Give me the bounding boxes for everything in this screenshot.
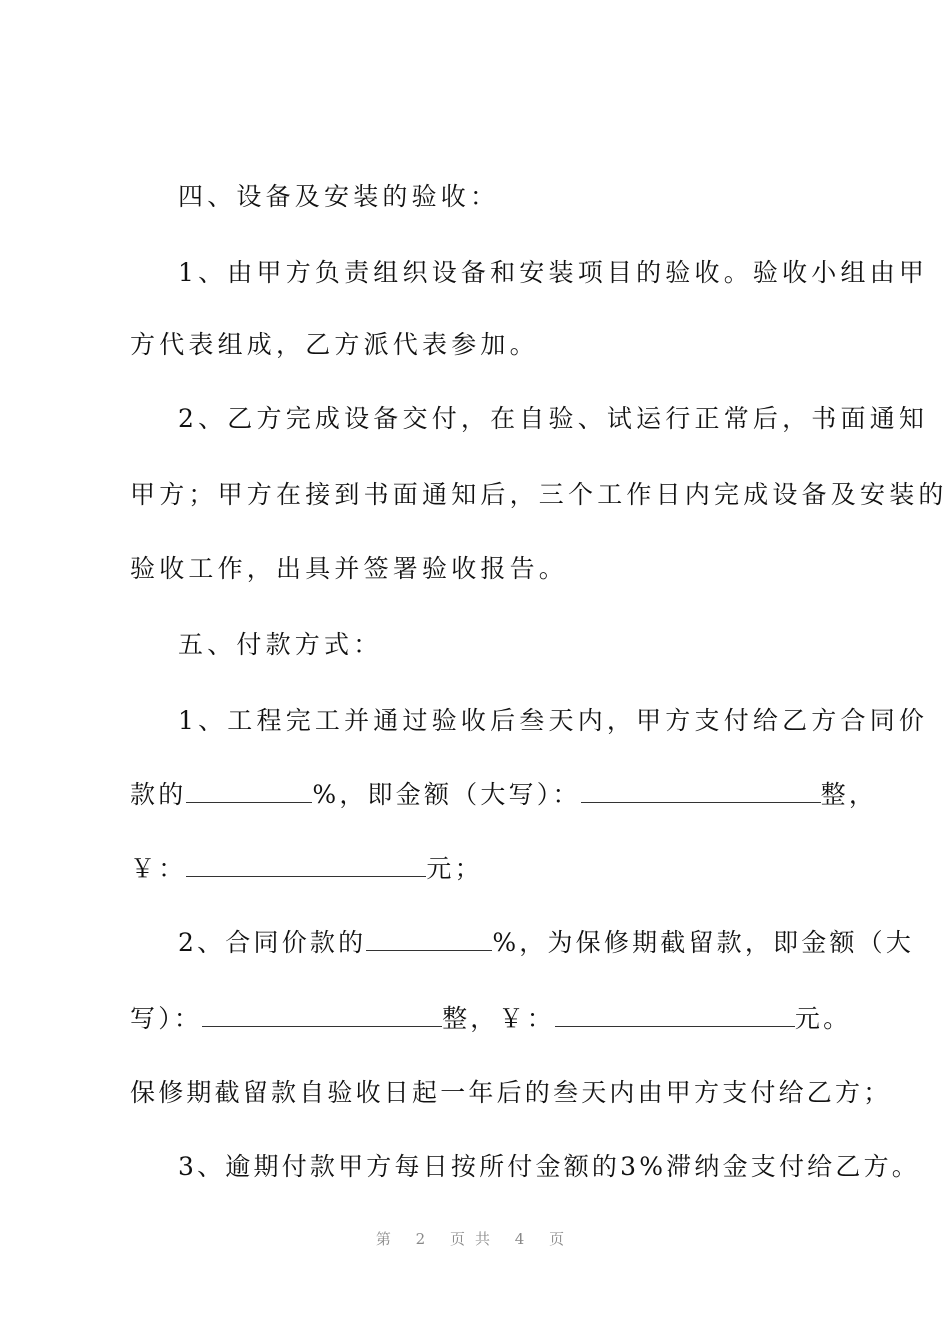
section-4-heading: 四、设备及安装的验收： <box>178 182 500 211</box>
text-segment: %，即金额（大写）： <box>312 780 581 809</box>
text-segment: 整， <box>820 780 878 809</box>
fill-in-blank-amount-words[interactable] <box>581 780 821 803</box>
section-4-item-1-line-2: 方代表组成，乙方派代表参加。 <box>130 330 539 359</box>
text-segment: ￥： <box>130 854 187 883</box>
fill-in-blank-amount-number[interactable] <box>186 854 426 877</box>
footer-middle: 页共 <box>449 1230 500 1248</box>
section-5-item-2-line-1 <box>178 926 915 960</box>
text-segment: 元； <box>426 854 483 883</box>
fill-in-blank-amount-number[interactable] <box>555 1004 795 1027</box>
text-segment: 写）： <box>130 1004 203 1033</box>
section-5-heading: 五、付款方式： <box>178 630 383 659</box>
section-5-item-1-line-1: 1、工程完工并通过验收后叁天内，甲方支付给乙方合同价 <box>178 706 929 735</box>
text-segment: 元。 <box>794 1004 852 1033</box>
section-5-item-3: 3、逾期付款甲方每日按所付金额的3%滞纳金支付给乙方。 <box>178 1152 920 1181</box>
footer-total-pages: 4 <box>514 1230 535 1248</box>
section-5-item-2-line-3: 保修期截留款自验收日起一年后的叁天内由甲方支付给乙方； <box>130 1078 892 1107</box>
footer-page-number: 2 <box>415 1230 436 1248</box>
section-4-item-2-line-3: 验收工作，出具并签署验收报告。 <box>130 554 569 583</box>
text-segment: 款的 <box>130 780 187 809</box>
section-5-item-2-line-2 <box>130 1002 852 1036</box>
text-segment: %，为保修期截留款，即金额（大 <box>492 928 915 957</box>
fill-in-blank-percent[interactable] <box>186 780 312 803</box>
section-5-item-1-line-2 <box>130 778 878 812</box>
fill-in-blank-percent[interactable] <box>366 928 492 951</box>
section-5-item-1-line-3 <box>130 852 840 886</box>
footer-prefix: 第 <box>375 1230 401 1248</box>
section-4-item-1-line-1: 1、由甲方负责组织设备和安装项目的验收。验收小组由甲 <box>178 258 929 287</box>
section-4-item-2-line-2: 甲方；甲方在接到书面通知后，三个工作日内完成设备及安装的 <box>130 480 948 509</box>
fill-in-blank-amount-words[interactable] <box>202 1004 442 1027</box>
footer-suffix: 页 <box>549 1230 575 1248</box>
section-4-item-2-line-1: 2、乙方完成设备交付，在自验、试运行正常后，书面通知 <box>178 404 929 433</box>
text-segment: 2、合同价款的 <box>178 928 367 957</box>
page-footer <box>0 1228 950 1249</box>
text-segment: 整，￥： <box>442 1004 555 1033</box>
